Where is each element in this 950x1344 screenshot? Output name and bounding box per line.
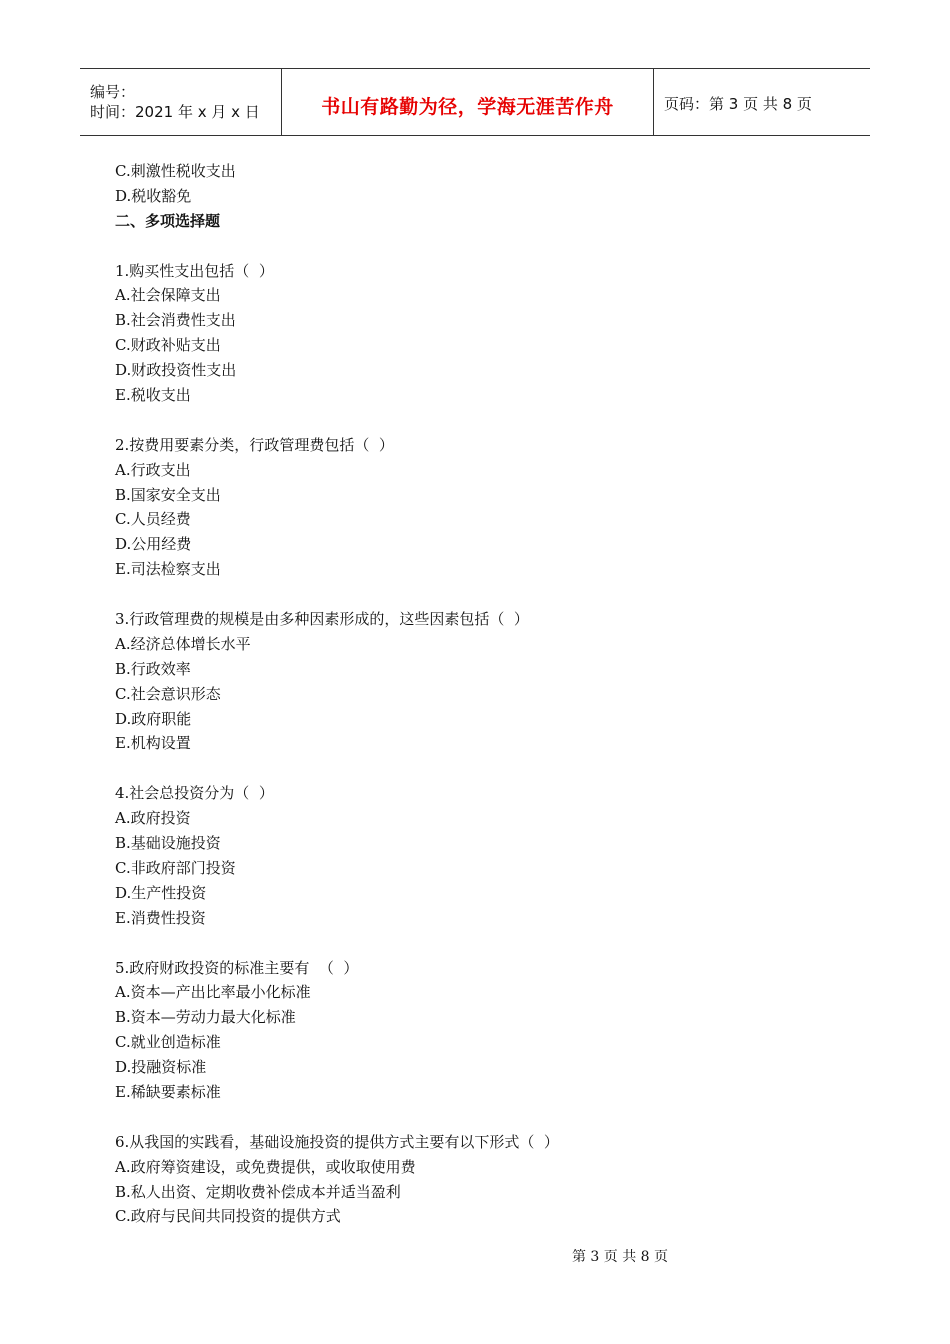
- question-stem: 5.政府财政投资的标准主要有 （ ）: [115, 958, 359, 977]
- spacer: [115, 234, 815, 259]
- question-4: [115, 781, 815, 930]
- list-item: C.财政补贴支出: [115, 336, 221, 355]
- question-stem: 3.行政管理费的规模是由多种因素形成的，这些因素包括（ ）: [115, 610, 529, 629]
- question-stem: 2.按费用要素分类，行政管理费包括（ ）: [115, 435, 394, 454]
- header-page-cell: [654, 69, 870, 135]
- spacer: [115, 582, 815, 607]
- list-item: C.刺激性税收支出: [115, 162, 236, 180]
- list-item: E.税收支出: [115, 386, 191, 405]
- list-item: E.消费性投资: [115, 908, 206, 927]
- question-stem: 4.社会总投资分为（ ）: [115, 784, 274, 803]
- page-label: 页码：第 3 页 共 8 页: [664, 94, 812, 113]
- list-item: C.人员经费: [115, 510, 191, 529]
- list-item: B.社会消费性支出: [115, 311, 236, 330]
- question-3: [115, 607, 815, 756]
- question-2: [115, 433, 815, 582]
- list-item: A.政府筹资建设，或免费提供，或收取使用费: [115, 1157, 416, 1176]
- list-item: C.政府与民间共同投资的提供方式: [115, 1207, 341, 1226]
- doc-number-label: 编号：: [90, 83, 136, 101]
- list-item: B.私人出资、定期收费补偿成本并适当盈利: [115, 1182, 401, 1201]
- motto-text: 书山有路勤为径，学海无涯苦作舟: [321, 95, 614, 118]
- spacer: [115, 931, 815, 956]
- list-item: C.非政府部门投资: [115, 858, 236, 877]
- list-item: D.税收豁免: [115, 186, 192, 205]
- question-6: [115, 1130, 815, 1230]
- list-item: A.资本—产出比率最小化标准: [115, 983, 311, 1002]
- question-1: [115, 259, 815, 408]
- list-item: E.机构设置: [115, 734, 191, 753]
- list-item: B.资本—劳动力最大化标准: [115, 1008, 296, 1027]
- list-item: A.社会保障支出: [115, 286, 221, 305]
- list-item: D.投融资标准: [115, 1058, 207, 1077]
- page-header: [80, 68, 870, 136]
- list-item: A.经济总体增长水平: [115, 634, 251, 653]
- list-item: C.社会意识形态: [115, 684, 221, 703]
- list-item: B.基础设施投资: [115, 834, 221, 853]
- list-item: D.政府职能: [115, 709, 192, 728]
- page-footer: [0, 1246, 950, 1266]
- list-item: E.稀缺要素标准: [115, 1082, 221, 1101]
- header-motto-cell: [282, 69, 654, 135]
- spacer: [115, 408, 815, 433]
- document-body: [115, 159, 815, 1229]
- header-meta: [80, 69, 282, 135]
- question-stem: 1.购买性支出包括（ ）: [115, 261, 274, 280]
- list-item: D.公用经费: [115, 535, 192, 554]
- question-stem: 6.从我国的实践看，基础设施投资的提供方式主要有以下形式（ ）: [115, 1132, 559, 1151]
- spacer: [115, 1105, 815, 1130]
- list-item: A.行政支出: [115, 460, 191, 479]
- list-item: E.司法检察支出: [115, 560, 221, 579]
- spacer: [115, 756, 815, 781]
- date-label: 时间：2021 年 x 月 x 日: [90, 103, 260, 121]
- list-item: C.就业创造标准: [115, 1033, 221, 1052]
- list-item: D.生产性投资: [115, 883, 207, 902]
- list-item: B.行政效率: [115, 659, 191, 678]
- list-item: B.国家安全支出: [115, 485, 221, 504]
- list-item: A.政府投资: [115, 809, 191, 828]
- list-item: D.财政投资性支出: [115, 361, 237, 380]
- section-title: 二、多项选择题: [115, 211, 221, 230]
- question-5: [115, 956, 815, 1105]
- footer-page-number: 第 3 页 共 8 页: [571, 1249, 669, 1265]
